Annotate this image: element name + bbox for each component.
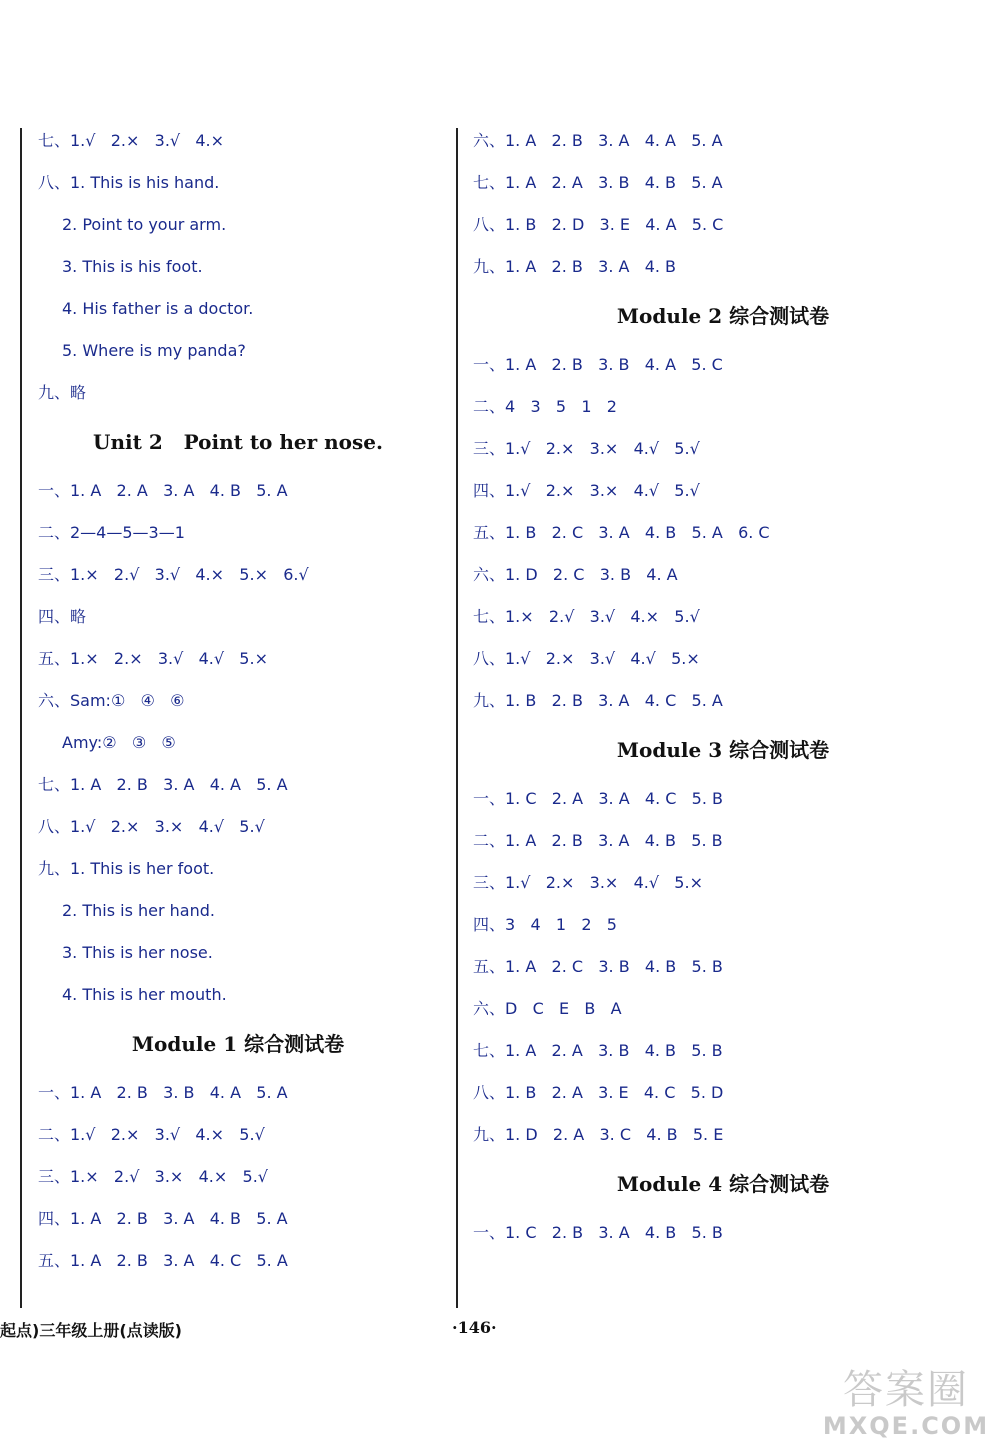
page-number: ·146· [452,1318,497,1337]
answer-line: 六、D C E B A [473,999,622,1018]
answer-line: 七、1. A 2. A 3. B 4. B 5. A [473,173,723,192]
answer-line: 九、1. D 2. A 3. C 4. B 5. E [473,1125,724,1144]
answer-line: 一、1. A 2. B 3. B 4. A 5. A [38,1083,288,1102]
answer-line: 三、1.√ 2.× 3.× 4.√ 5.√ [473,439,700,458]
section-heading: Module 4 综合测试卷 [616,1172,830,1196]
section-heading: Module 1 综合测试卷 [131,1032,345,1056]
answer-line: 八、1. B 2. A 3. E 4. C 5. D [473,1083,724,1102]
footer-book-title: 起点)三年级上册(点读版) [0,1321,182,1340]
section-heading: Module 2 综合测试卷 [616,304,830,328]
answer-line: 二、1. A 2. B 3. A 4. B 5. B [473,831,723,850]
answer-line: 八、1. B 2. D 3. E 4. A 5. C [473,215,724,234]
answer-line: 七、1.× 2.√ 3.√ 4.× 5.√ [473,607,700,626]
answer-line: 一、1. C 2. A 3. A 4. C 5. B [473,789,724,808]
answer-line: 3. This is his foot. [62,257,203,276]
answer-line: 五、1. A 2. C 3. B 4. B 5. B [473,957,723,976]
section-heading: Unit 2 Point to her nose. [93,430,383,454]
answer-line: 八、1. This is his hand. [38,173,220,192]
section-heading: Module 3 综合测试卷 [616,738,830,762]
answer-line: Amy:② ③ ⑤ [62,733,176,752]
answer-line: 二、4 3 5 1 2 [473,397,617,416]
answer-line: 四、3 4 1 2 5 [473,915,617,934]
answer-line: 二、1.√ 2.× 3.√ 4.× 5.√ [38,1125,265,1144]
answer-line: 二、2—4—5—3—1 [38,523,185,542]
answer-line: 三、1.× 2.√ 3.× 4.× 5.√ [38,1167,268,1186]
answer-line: 3. This is her nose. [62,943,213,962]
answer-line: 九、1. B 2. B 3. A 4. C 5. A [473,691,723,710]
answer-line: 五、1. B 2. C 3. A 4. B 5. A 6. C [473,523,770,542]
answer-line: 一、1. A 2. B 3. B 4. A 5. C [473,355,723,374]
answer-line: 七、1. A 2. A 3. B 4. B 5. B [473,1041,723,1060]
answer-line: 七、1. A 2. B 3. A 4. A 5. A [38,775,288,794]
watermark-logo [820,1368,992,1446]
answer-line: 2. This is her hand. [62,901,215,920]
answer-line: 六、1. D 2. C 3. B 4. A [473,565,678,584]
answer-line: 一、1. C 2. B 3. A 4. B 5. B [473,1223,723,1242]
answer-line: 九、1. This is her foot. [38,859,215,878]
answer-line: 三、1.× 2.√ 3.√ 4.× 5.× 6.√ [38,565,309,584]
answer-line: 三、1.√ 2.× 3.× 4.√ 5.× [473,873,703,892]
left-column [38,120,438,1282]
right-column [473,120,973,1254]
left-margin-rule [20,128,22,1308]
answer-line: 八、1.√ 2.× 3.× 4.√ 5.√ [38,817,265,836]
answer-line: 五、1. A 2. B 3. A 4. C 5. A [38,1251,288,1270]
column-divider [456,128,458,1308]
answer-line: 4. His father is a doctor. [62,299,254,318]
answer-line: 5. Where is my panda? [62,341,246,360]
watermark-url: MXQE.COM [822,1412,990,1440]
answer-line: 2. Point to your arm. [62,215,227,234]
answer-line: 六、Sam:① ④ ⑥ [38,691,185,710]
answer-line: 八、1.√ 2.× 3.√ 4.√ 5.× [473,649,700,668]
answer-line: 4. This is her mouth. [62,985,227,1004]
answer-line: 九、略 [38,383,87,402]
answer-line: 四、1. A 2. B 3. A 4. B 5. A [38,1209,288,1228]
answer-line: 七、1.√ 2.× 3.√ 4.× [38,131,225,150]
answer-line: 五、1.× 2.× 3.√ 4.√ 5.× [38,649,268,668]
answer-line: 九、1. A 2. B 3. A 4. B [473,257,677,276]
answer-line: 四、略 [38,607,87,626]
answer-line: 六、1. A 2. B 3. A 4. A 5. A [473,131,723,150]
answer-line: 一、1. A 2. A 3. A 4. B 5. A [38,481,288,500]
watermark-mark: 答案圈 [843,1367,969,1413]
answer-line: 四、1.√ 2.× 3.× 4.√ 5.√ [473,481,700,500]
